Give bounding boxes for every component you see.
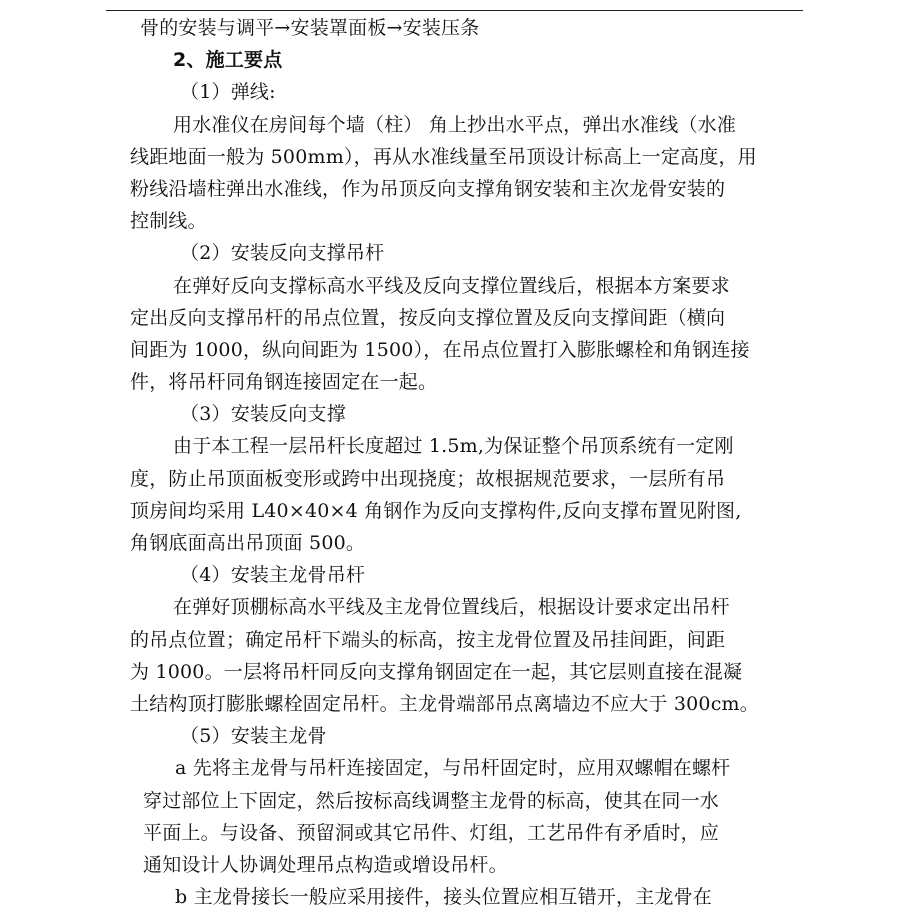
paragraph-line: a 先将主龙骨与吊杆连接固定，与吊杆固定时，应用双螺帽在螺杆	[175, 757, 731, 780]
paragraph-line: 为 1000。一层将吊杆同反向支撑角钢固定在一起，其它层则直接在混凝	[130, 660, 743, 683]
paragraph-line: 线距地面一般为 500mm），再从水准线量至吊顶设计标高上一定高度，用	[130, 145, 757, 168]
subheading-main-keel-hangers: （4）安装主龙骨吊杆	[180, 564, 366, 587]
paragraph-line: 顶房间均采用 L40×40×4 角钢作为反向支撑构件,反向支撑布置见附图,	[130, 499, 742, 522]
paragraph-line: 在弹好反向支撑标高水平线及反向支撑位置线后，根据本方案要求	[173, 274, 730, 297]
paragraph-line: 穿过部位上下固定，然后按标高线调整主龙骨的标高，使其在同一水	[143, 789, 720, 812]
paragraph-line: 通知设计人协调处理吊点构造或增设吊杆。	[143, 853, 508, 876]
paragraph-line: 用水准仪在房间每个墙（柱） 角上抄出水平点，弹出水准线（水准	[173, 113, 737, 136]
subheading-reverse-support-hangers: （2）安装反向支撑吊杆	[180, 242, 385, 265]
paragraph-line: 土结构顶打膨胀螺栓固定吊杆。主龙骨端部吊点离墙边不应大于 300cm。	[130, 692, 759, 715]
paragraph-line: 度，防止吊顶面板变形或跨中出现挠度；故根据规范要求，一层所有吊	[130, 467, 726, 490]
section-heading-construction-points: 2、施工要点	[173, 49, 283, 72]
paragraph-line: 的吊点位置；确定吊杆下端头的标高，按主龙骨位置及吊挂间距，间距	[130, 628, 726, 651]
paragraph-line: 控制线。	[130, 210, 207, 233]
paragraph-line: 间距为 1000，纵向间距为 1500），在吊点位置打入膨胀螺栓和角钢连接	[130, 338, 750, 361]
subheading-marking-lines: （1）弹线:	[180, 81, 276, 104]
paragraph-line: 粉线沿墙柱弹出水准线，作为吊顶反向支撑角钢安装和主次龙骨安装的	[130, 177, 726, 200]
header-rule	[106, 10, 803, 11]
subheading-reverse-support: （3）安装反向支撑	[180, 403, 346, 426]
paragraph-line-cut-off: b 主龙骨接长一般应采用接件，接头位置应相互错开，主龙骨在	[175, 886, 713, 909]
subheading-main-keel: （5）安装主龙骨	[180, 725, 327, 748]
paragraph-line: 定出反向支撑吊杆的吊点位置，按反向支撑位置及反向支撑间距（横向	[130, 306, 726, 329]
paragraph-line: 角钢底面高出吊顶面 500。	[130, 532, 366, 554]
paragraph-line: 由于本工程一层吊杆长度超过 1.5m,为保证整个吊顶系统有一定刚	[173, 435, 734, 458]
paragraph-line: 在弹好顶棚标高水平线及主龙骨位置线后，根据设计要求定出吊杆	[173, 596, 730, 619]
paragraph-line: 件，将吊杆同角钢连接固定在一起。	[130, 371, 438, 394]
paragraph-line: 平面上。与设备、预留洞或其它吊件、灯组，工艺吊件有矛盾时，应	[143, 821, 720, 844]
paragraph-line-process: 骨的安装与调平→安装罩面板→安装压条	[140, 17, 480, 39]
document-body	[0, 12, 908, 909]
